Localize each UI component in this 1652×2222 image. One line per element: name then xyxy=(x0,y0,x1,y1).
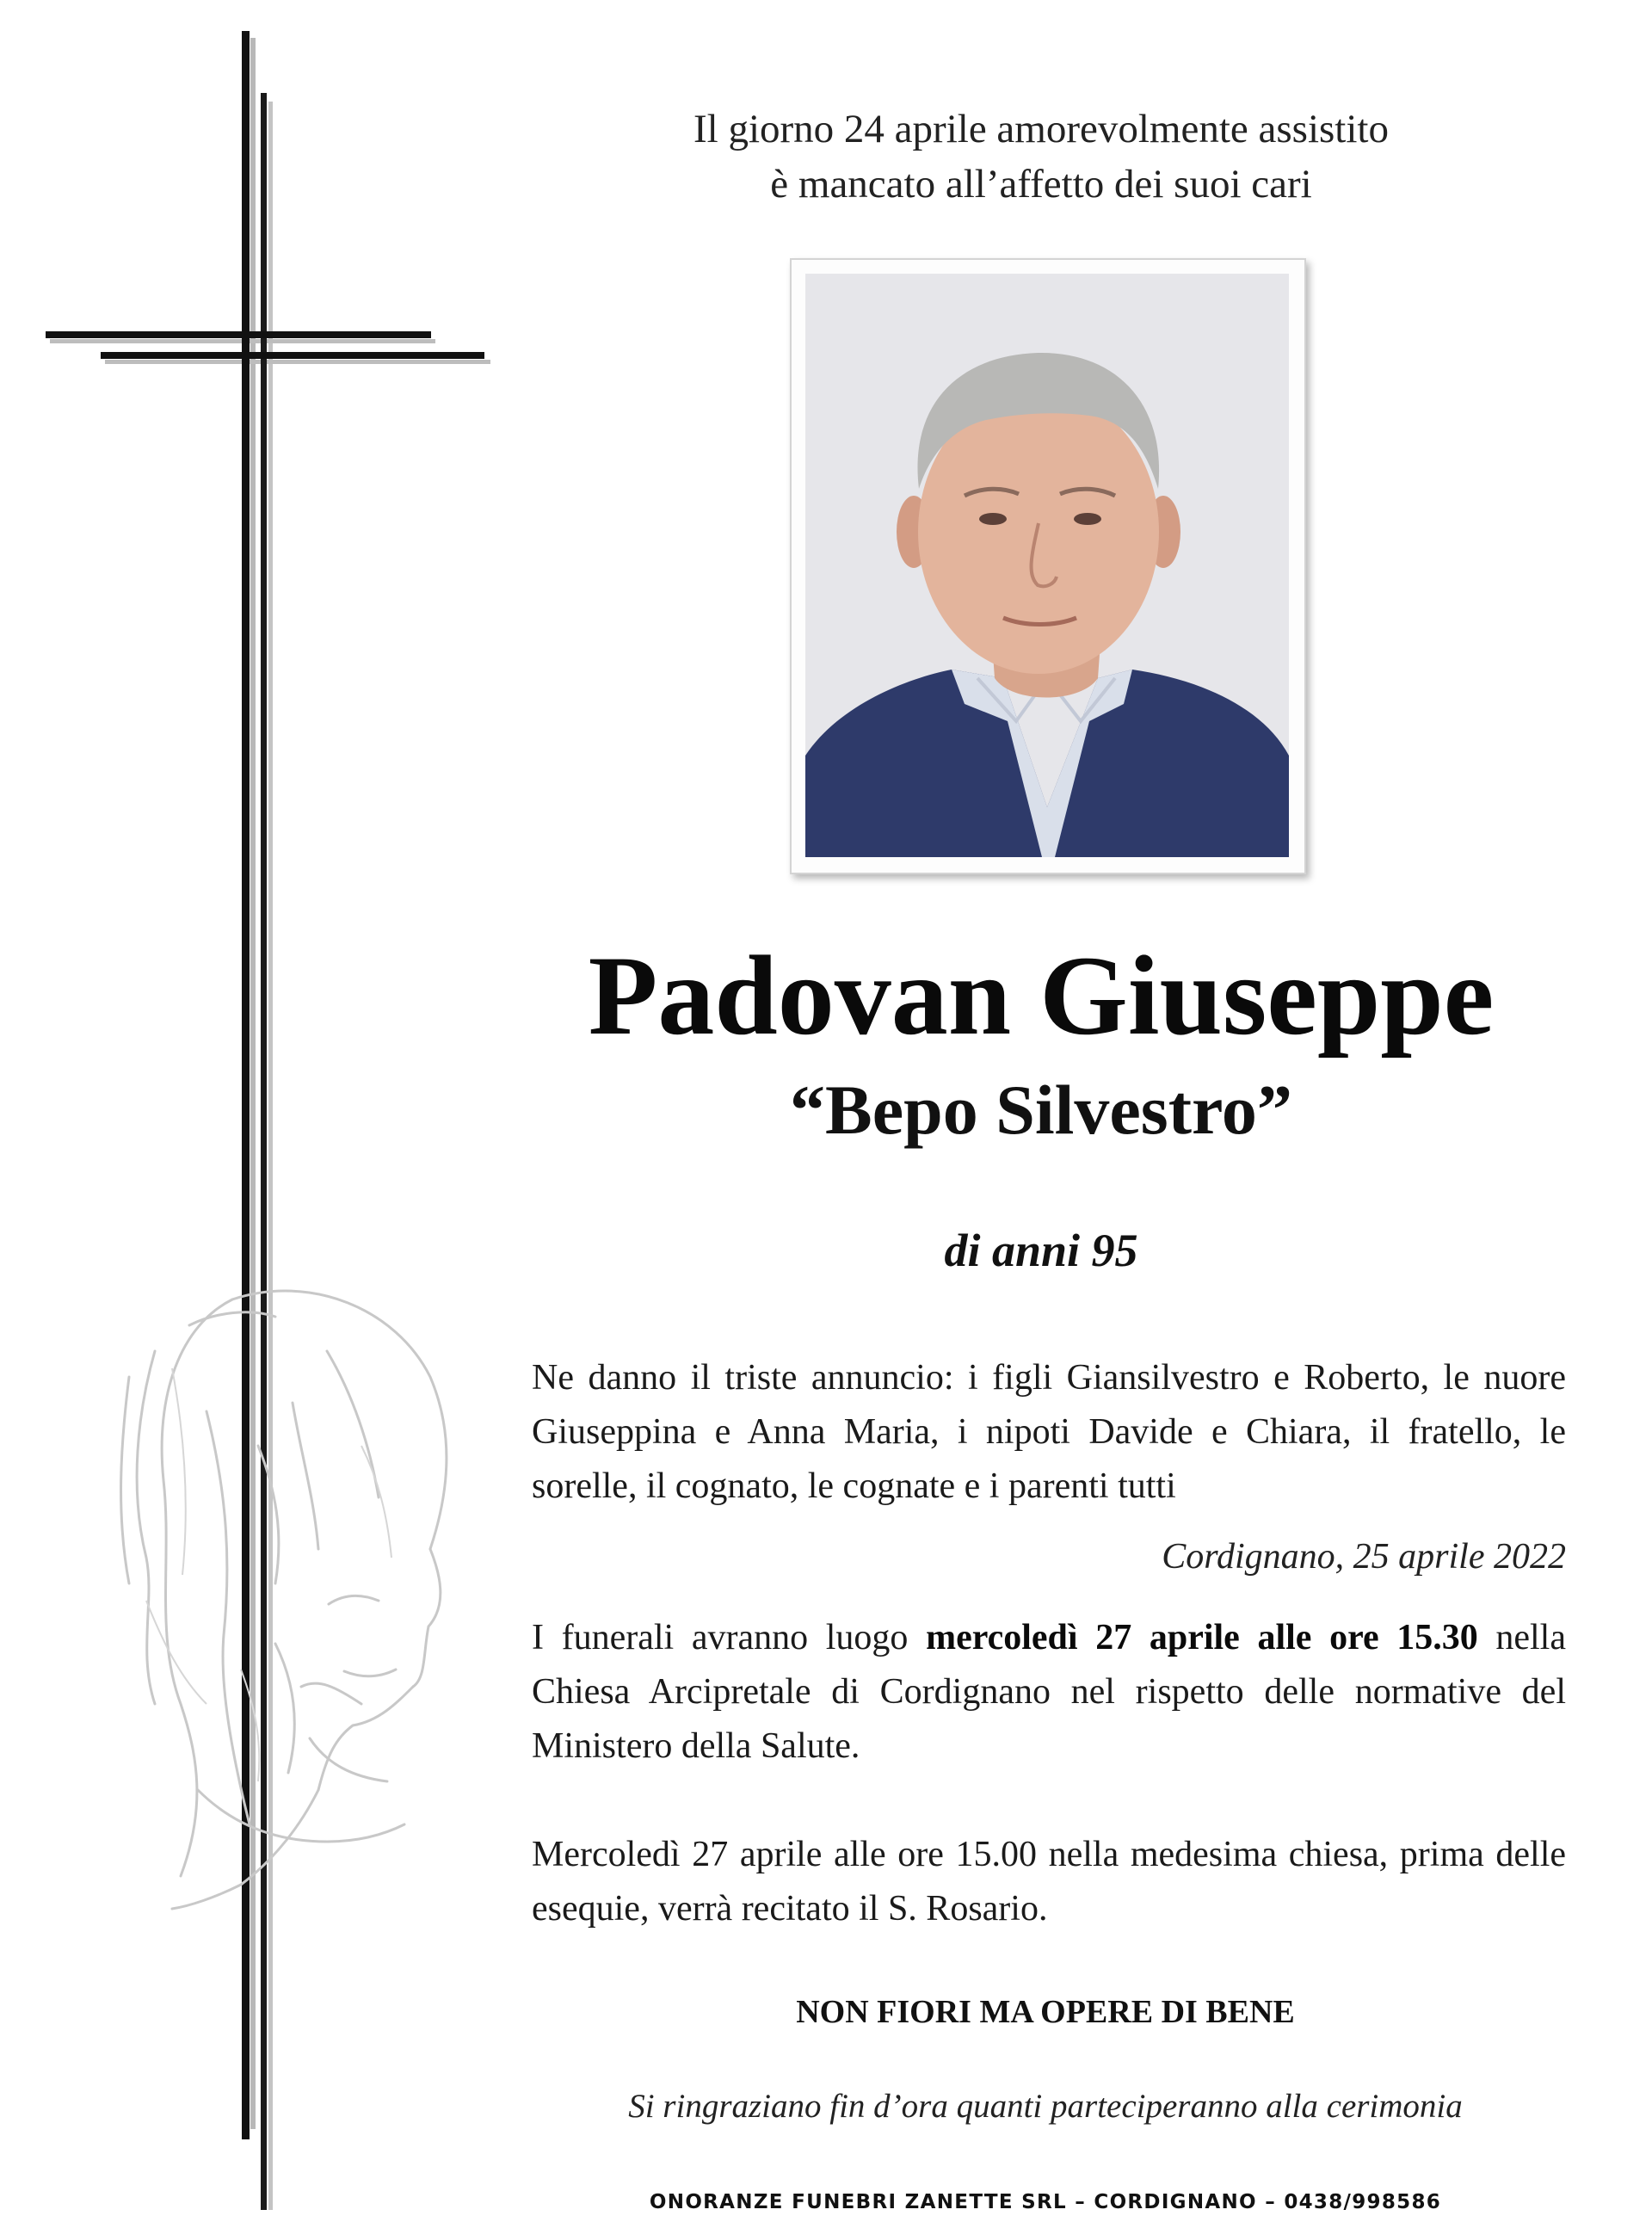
rosary-notice: Mercoledì 27 aprile alle ore 15.00 nella medesima chiesa, prima delle esequie, verrà recitato il S. Rosario. xyxy=(532,1835,1566,1929)
family-notice: Ne danno il triste annuncio: i figli Giansilvestro e Roberto, le nuore Giuseppina e Anna Maria, i nipoti Davide e Chiara, il fratello, le sorelle, il cognato, le cognate e i parenti tutti xyxy=(532,1358,1566,1506)
thanks-notice: Si ringraziano fin d’ora quanti parteciperanno alla cerimonia xyxy=(628,2088,1463,2125)
intro-line-1: Il giorno 24 aprile amorevolmente assistito xyxy=(693,107,1389,151)
funeral-notice xyxy=(532,1611,1566,1774)
funeral-intro: I funerali avranno luogo xyxy=(532,1618,909,1657)
portrait-illustration xyxy=(805,274,1289,857)
funeral-details: nella Chiesa Arcipretale di Cordignano nel rispetto delle normative del Ministero della Salute. xyxy=(532,1618,1566,1766)
deceased-nickname: “Bepo Silvestro” xyxy=(790,1071,1292,1149)
deceased-age: di anni 95 xyxy=(944,1225,1138,1276)
intro-text xyxy=(551,102,1532,212)
place-date: Cordignano, 25 aprile 2022 xyxy=(1162,1537,1566,1577)
funeral-datetime: mercoledì 27 aprile alle ore 15.30 xyxy=(926,1618,1478,1657)
portrait-frame xyxy=(790,258,1306,874)
christ-sketch-icon xyxy=(103,1274,482,1910)
no-flowers-notice: NON FIORI MA OPERE DI BENE xyxy=(796,1994,1295,2030)
portrait-photo xyxy=(805,274,1289,857)
deceased-name: Padovan Giuseppe xyxy=(588,932,1495,1059)
intro-line-2: è mancato all’affetto dei suoi cari xyxy=(770,162,1312,207)
funeral-home-footer: ONORANZE FUNEBRI ZANETTE SRL – CORDIGNANO – 0438/998586 xyxy=(649,2191,1442,2213)
